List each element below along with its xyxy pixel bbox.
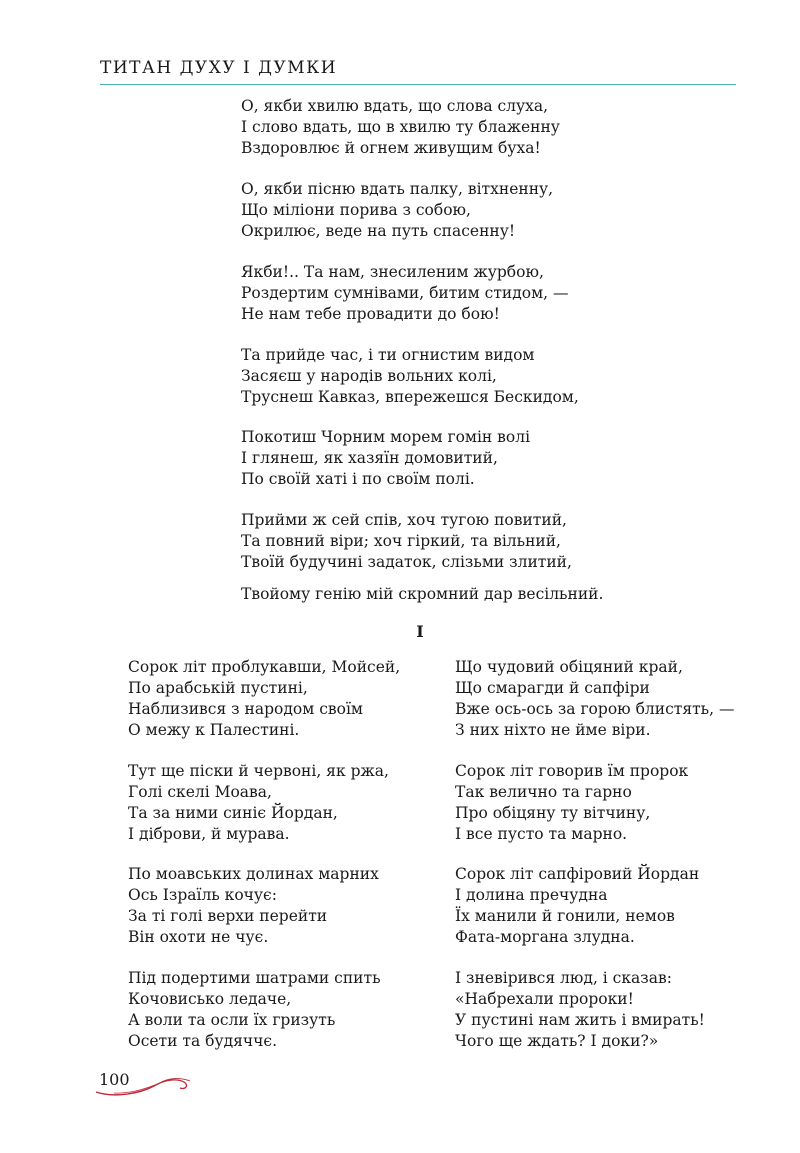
verse-line: Голі скелі Моава, xyxy=(128,783,272,801)
verse-line: Кочовисько ледаче, xyxy=(128,990,292,1008)
verse-line: Так велично та гарно xyxy=(455,783,632,801)
verse-line: Їх манили й гонили, немов xyxy=(455,907,675,925)
verse-line: Та повний віри; хоч гіркий, та вільний, xyxy=(241,532,561,550)
verse-line: Засяєш у народів вольних колі, xyxy=(241,367,497,385)
verse-line: Труснеш Кавказ, впережешся Бескидом, xyxy=(241,388,579,406)
verse-line: Фата-моргана злудна. xyxy=(455,928,635,946)
verse-line: Сорок літ проблукавши, Мойсей, xyxy=(128,658,401,676)
verse-line: Вже ось-ось за горою блистять, — xyxy=(455,700,735,718)
verse-line: І діброви, й мурава. xyxy=(128,825,290,843)
verse-line: І долина пречудна xyxy=(455,886,608,904)
stanza xyxy=(455,657,734,741)
page-number: 100 xyxy=(99,1070,130,1089)
verse-line: Роздертим сумнівами, битим стидом, — xyxy=(241,284,569,302)
verse-line: Під подертими шатрами спить xyxy=(128,969,381,987)
verse-line: Тут ще піски й червоні, як ржа, xyxy=(128,762,389,780)
verse-line: Про обіцяну ту вітчину, xyxy=(455,804,651,822)
verse-line: Та за ними синіє Йордан, xyxy=(128,804,338,822)
header-divider xyxy=(100,84,736,85)
verse-line: І зневірився люд, і сказав: xyxy=(455,969,672,987)
stanza xyxy=(128,864,379,948)
verse-line: Сорок літ сапфіровий Йордан xyxy=(455,865,700,883)
verse-line: У пустині нам жить і вмирать! xyxy=(455,1011,705,1029)
verse-line: Осети та будяччє. xyxy=(128,1032,278,1050)
verse-line: Він охоти не чує. xyxy=(128,928,269,946)
stanza xyxy=(241,96,560,159)
stanza xyxy=(128,968,381,1052)
stanza xyxy=(128,657,400,741)
verse-line: Не нам тебе провадити до бою! xyxy=(241,305,500,323)
stanza xyxy=(455,968,705,1052)
verse-line: Окрилює, веде на путь спасенну! xyxy=(241,222,516,240)
verse-line: За ті голі верхи перейти xyxy=(128,907,328,925)
running-header: ТИТАН ДУХУ І ДУМКИ xyxy=(100,58,338,78)
verse-line: А воли та осли їх гризуть xyxy=(128,1011,336,1029)
verse-line: О, якби пісню вдать палку, вітхненну, xyxy=(241,180,554,198)
verse-line: Та прийде час, і ти огнистим видом xyxy=(241,346,535,364)
stanza xyxy=(455,761,688,845)
verse-line: Що смарагди й сапфіри xyxy=(455,679,650,697)
stanza xyxy=(241,510,572,573)
verse-line: Прийми ж сей спів, хоч тугою повитий, xyxy=(241,511,567,529)
verse-line: О, якби хвилю вдать, що слова слуха, xyxy=(241,97,549,115)
verse-line: Що міліони порива з собою, xyxy=(241,201,471,219)
verse-line: Ось Ізраїль кочує: xyxy=(128,886,277,904)
verse-line: Якби!.. Та нам, знесиленим журбою, xyxy=(241,263,544,281)
verse-line: О межу к Палестині. xyxy=(128,721,300,739)
verse-line: Твойому генію мій скромний дар весільний. xyxy=(241,585,604,603)
verse-line: Чого ще ждать? І доки?» xyxy=(455,1032,659,1050)
verse-line: Наблизився з народом своїм xyxy=(128,700,363,718)
verse-line: Вздоровлює й огнем живущим буха! xyxy=(241,139,541,157)
verse-line: Твоїй будучині задаток, слізьми злитий, xyxy=(241,553,572,571)
verse-line: Що чудовий обіцяний край, xyxy=(455,658,683,676)
section-number: I xyxy=(416,622,424,641)
verse-line: Сорок літ говорив їм пророк xyxy=(455,762,689,780)
verse-line: По арабській пустині, xyxy=(128,679,308,697)
verse-line: По своїй хаті і по своїм полі. xyxy=(241,470,475,488)
verse-line: По моавських долинах марних xyxy=(128,865,379,883)
stanza xyxy=(241,427,530,490)
verse-line: І слово вдать, що в хвилю ту блаженну xyxy=(241,118,560,136)
stanza xyxy=(241,179,553,242)
verse-line: І все пусто та марно. xyxy=(455,825,628,843)
verse-line: І глянеш, як хазяїн домовитий, xyxy=(241,449,498,467)
verse-line: Покотиш Чорним морем гомін волі xyxy=(241,428,531,446)
stanza xyxy=(128,761,389,845)
stanza xyxy=(455,864,699,948)
stanza xyxy=(241,345,579,408)
verse-line: З них ніхто не йме віри. xyxy=(455,721,651,739)
verse-line: «Набрехали пророки! xyxy=(455,990,634,1008)
stanza xyxy=(241,584,603,605)
stanza xyxy=(241,262,569,325)
